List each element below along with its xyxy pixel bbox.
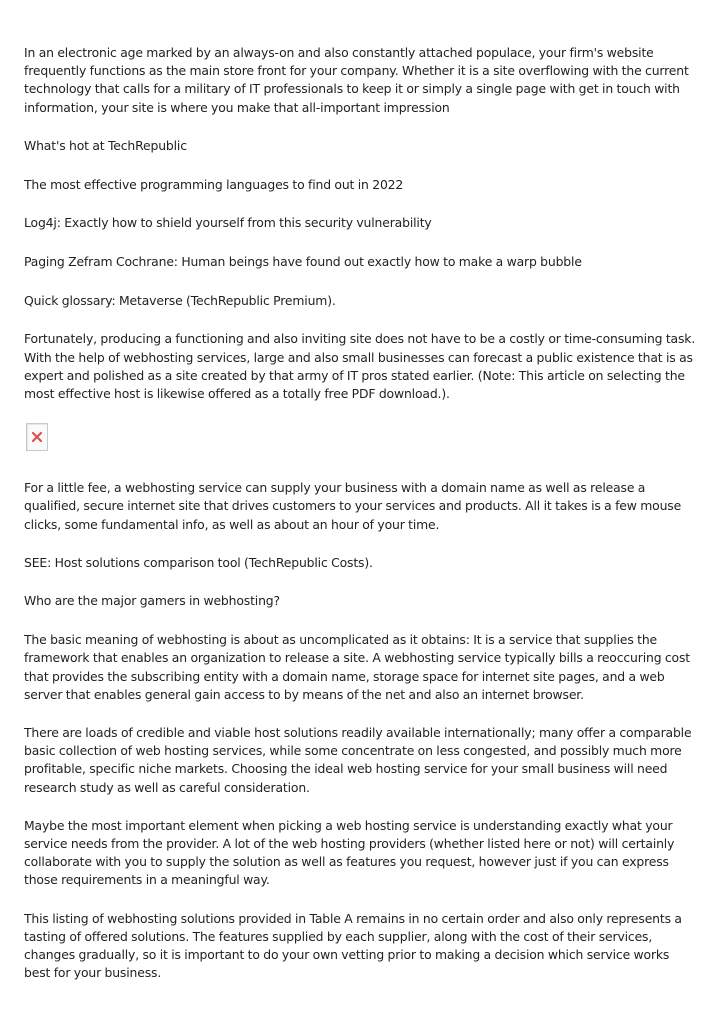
body-paragraph: Maybe the most important element when picking a web hosting service is understanding exactly what your service needs from the provider. A lot of the web hosting providers (whether listed here or not) will certainly collaborate with you to supply the solution as well as features you request, however just if you can express those requirements in a meaningful way. xyxy=(24,817,675,888)
intro-paragraph: In an electronic age marked by an always-on and also constantly attached populace, your firm's website frequently functions as the main store front for your company. Whether it is a site overflowing with the current technology that calls for a military of IT professionals to keep it or simply a single page with get in touch with information, your site is where you make that all-important impression xyxy=(24,45,689,115)
list-item: Log4j: Exactly how to shield yourself from this security vulnerability xyxy=(24,215,432,231)
body-paragraph: SEE: Host solutions comparison tool (TechRepublic Costs). xyxy=(24,554,373,570)
list-item: Quick glossary: Metaverse (TechRepublic Premium). xyxy=(24,292,336,308)
broken-image-icon xyxy=(26,423,48,451)
body-paragraph: Fortunately, producing a functioning and also inviting site does not have to be a costly or time-consuming task. With the help of webhosting services, large and also small businesses can forecast a public existence that is as expert and polished as a site created by that army of IT pros stated earlier. (Note: This article on selecting the most effective host is likewise offered as a totally free PDF download.). xyxy=(24,331,696,401)
section-heading-whats-hot: What's hot at TechRepublic xyxy=(24,137,187,153)
body-paragraph: There are loads of credible and viable host solutions readily available internationally; many offer a comparable basic collection of web hosting services, while some concentrate on less congested, and possibly much more profitable, specific niche markets. Choosing the ideal web hosting service for your small business will need research study as well as careful consideration. xyxy=(24,724,692,795)
list-item: Paging Zefram Cochrane: Human beings have found out exactly how to make a warp bubble xyxy=(24,253,582,269)
section-heading: Who are the major gamers in webhosting? xyxy=(24,593,280,609)
body-paragraph: For a little fee, a webhosting service can supply your business with a domain name as well as release a qualified, secure internet site that drives customers to your services and products. All it takes is a few mouse clicks, some fundamental info, as well as about an hour of your time. xyxy=(24,480,682,532)
body-paragraph: This listing of webhosting solutions provided in Table A remains in no certain order and also only represents a tasting of offered solutions. The features supplied by each supplier, along with the cost of their services, changes gradually, so it is important to do your own vetting prior to making a decision which service works best for your business. xyxy=(24,910,682,981)
list-item: The most effective programming languages to find out in 2022 xyxy=(24,176,404,192)
close-icon xyxy=(31,431,43,443)
body-paragraph: The basic meaning of webhosting is about as uncomplicated as it obtains: It is a service that supplies the framework that enables an organization to release a site. A webhosting service typically bills a reoccuring cost that provides the subscribing entity with a domain name, storage space for internet site pages, and a web server that enables general gain access to by means of the net and also an internet browser. xyxy=(24,632,691,702)
